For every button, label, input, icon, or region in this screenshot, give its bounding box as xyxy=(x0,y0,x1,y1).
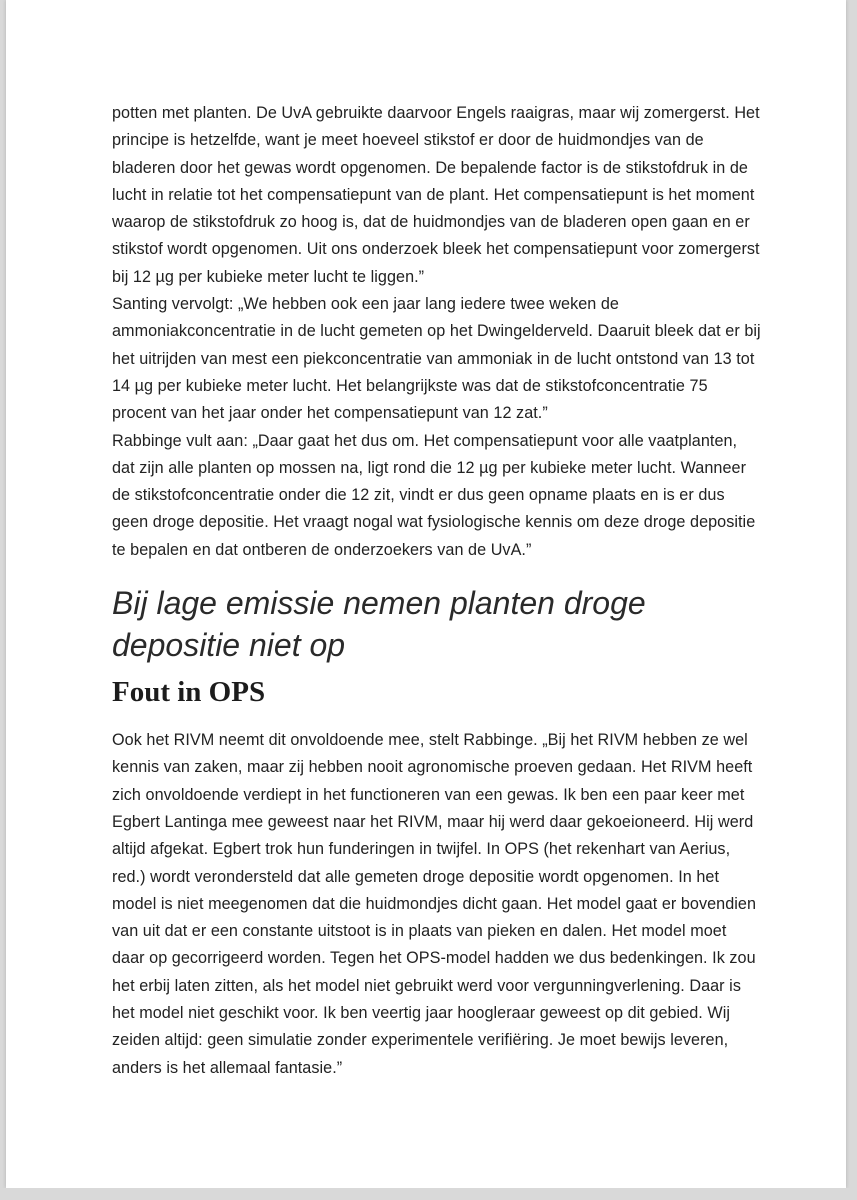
paragraph: Rabbinge vult aan: „Daar gaat het dus om. Het compensatiepunt voor alle vaatplanten, dat zijn alle planten op mossen na, ligt rond die 12 µg per kubieke meter lucht. Wanneer de stikstofconcentratie onder die 12 zit, vindt er dus geen opname plaats en is er dus geen droge depositie. Het vraagt nogal wat fysiologische kennis om deze droge depositie te bepalen en dat ontberen de onderzoekers van de UvA.” xyxy=(112,431,756,559)
paragraph: Ook het RIVM neemt dit onvoldoende mee, stelt Rabbinge. „Bij het RIVM hebben ze wel kennis van zaken, maar zij hebben nooit agronomische proeven gedaan. Het RIVM heeft zich onvoldoende verdiept in het functioneren van een gewas. Ik ben een paar keer met Egbert Lantinga mee geweest naar het RIVM, maar hij werd daar gekoeioneerd. Hij werd altijd afgekat. Egbert trok hun funderingen in twijfel. In OPS (het rekenhart van Aerius, red.) wordt verondersteld dat alle gemeten droge depositie wordt opgenomen. In het model is niet meegenomen dat die huidmondjes dicht gaan. Het model gaat er bovendien van uit dat er een constante uitstoot is in plaats van pieken en dalen. Het model moet daar op gecorrigeerd worden. Tegen het OPS-model hadden we dus bedenkingen. Ik zou het erbij laten zitten, als het model niet gebruikt werd voor vergunningverlening. Daar is het model niet geschikt voor. Ik ben veertig jaar hoogleraar geweest op dit gebied. Wij zeiden altijd: geen simulatie zonder experimentele verifiëring. Je moet bewijs leveren, anders is het allemaal fantasie.” xyxy=(112,731,757,1077)
paragraph: potten met planten. De UvA gebruikte daarvoor Engels raaigras, maar wij zomergerst. Het principe is hetzelfde, want je meet hoeveel stikstof er door de huidmondjes van de bladeren door het gewas wordt opgenomen. De bepalende factor is de stikstofdruk in de lucht in relatie tot het compensatiepunt van de plant. Het compensatiepunt is het moment waarop de stikstofdruk zo hoog is, dat de huidmondjes van de bladeren open gaan en er stikstof wordt opgenomen. Uit ons onderzoek bleek het compensatiepunt voor zomergerst bij 12 µg per kubieke meter lucht te liggen.” xyxy=(112,104,760,286)
document-page xyxy=(6,0,846,1188)
page-bottom-margin xyxy=(0,1188,857,1200)
paragraph: Santing vervolgt: „We hebben ook een jaar lang iedere twee weken de ammoniakconcentratie in de lucht gemeten op het Dwingelderveld. Daaruit bleek dat er bij het uitrijden van mest een piekconcentratie van ammoniak in de lucht ontstond van 13 tot 14 µg per kubieke meter lucht. Het belangrijkste was dat de stikstofconcentratie 75 procent van het jaar onder het compensatiepunt van 12 zat.” xyxy=(112,295,761,423)
article-body xyxy=(112,100,762,1082)
section-heading: Fout in OPS xyxy=(112,676,266,709)
pull-quote: Bij lage emissie nemen planten droge depositie niet op xyxy=(112,585,646,664)
